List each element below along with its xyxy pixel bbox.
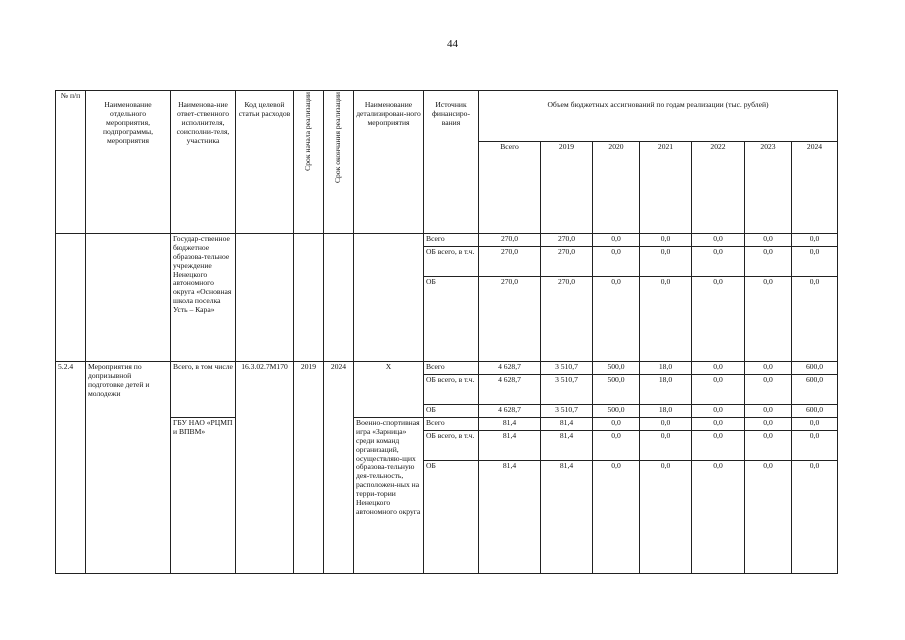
cell-value: 0,0 — [792, 234, 838, 247]
cell-value: 81,4 — [479, 431, 541, 461]
cell-value: 0,0 — [692, 418, 745, 431]
cell-value: 0,0 — [792, 431, 838, 461]
cell-source: ОБ — [424, 461, 479, 574]
page-number: 44 — [447, 38, 458, 50]
cell-value: 270,0 — [479, 247, 541, 277]
header-col-2021: 2021 — [640, 142, 692, 234]
header-col-2024: 2024 — [792, 142, 838, 234]
header-executor: Наименова-ние ответ-ственного исполнителя, соисполни-теля, участника — [171, 91, 236, 234]
header-end: Срок окончания реализации — [324, 91, 354, 234]
cell-start: 2019 — [294, 362, 324, 574]
cell-detail — [354, 234, 424, 362]
cell-value: 0,0 — [593, 247, 640, 277]
cell-num: 5.2.4 — [56, 362, 86, 574]
cell-value: 4 628,7 — [479, 405, 541, 418]
cell-value: 0,0 — [692, 431, 745, 461]
cell-value: 0,0 — [640, 431, 692, 461]
cell-code — [236, 234, 294, 362]
cell-end — [324, 234, 354, 362]
header-source: Источник финансиро-вания — [424, 91, 479, 234]
cell-source: Всего — [424, 234, 479, 247]
cell-source: ОБ всего, в т.ч. — [424, 247, 479, 277]
cell-value: 270,0 — [541, 234, 593, 247]
cell-value: 3 510,7 — [541, 362, 593, 375]
cell-value: 0,0 — [745, 277, 792, 362]
budget-table — [55, 90, 838, 574]
cell-value: 0,0 — [640, 234, 692, 247]
cell-value: 0,0 — [593, 461, 640, 574]
cell-num — [56, 234, 86, 362]
cell-value: 500,0 — [593, 375, 640, 405]
cell-value: 0,0 — [745, 405, 792, 418]
header-name: Наименование отдельного мероприятия, подпрограммы, мероприятия — [86, 91, 171, 234]
cell-value: 18,0 — [640, 375, 692, 405]
cell-value: 0,0 — [640, 418, 692, 431]
cell-value: 0,0 — [692, 247, 745, 277]
cell-value: 0,0 — [745, 431, 792, 461]
cell-value: 0,0 — [692, 405, 745, 418]
cell-source: ОБ — [424, 277, 479, 362]
cell-value: 0,0 — [593, 234, 640, 247]
cell-source: Всего — [424, 362, 479, 375]
header-detail: Наименование детализирован-ного мероприятия — [354, 91, 424, 234]
cell-value: 0,0 — [640, 247, 692, 277]
cell-value: 4 628,7 — [479, 362, 541, 375]
header-num: № п/п — [56, 91, 86, 234]
cell-value: 0,0 — [745, 234, 792, 247]
header-budget: Объем бюджетных ассигнований по годам реализации (тыс. рублей) — [479, 91, 838, 142]
header-col-2022: 2022 — [692, 142, 745, 234]
cell-value: 0,0 — [745, 461, 792, 574]
cell-name: Мероприятия по допризывной подготовке детей и молодежи — [86, 362, 171, 574]
cell-value: 0,0 — [745, 418, 792, 431]
cell-value: 0,0 — [792, 247, 838, 277]
cell-source: ОБ всего, в т.ч. — [424, 375, 479, 405]
cell-value: 0,0 — [792, 277, 838, 362]
cell-value: 600,0 — [792, 375, 838, 405]
header-col-2019: 2019 — [541, 142, 593, 234]
cell-value: 0,0 — [640, 277, 692, 362]
cell-detail: Х — [354, 362, 424, 418]
header-col-total: Всего — [479, 142, 541, 234]
header-start: Срок начала реализации — [294, 91, 324, 234]
cell-value: 81,4 — [541, 431, 593, 461]
cell-value: 81,4 — [541, 461, 593, 574]
cell-name — [86, 234, 171, 362]
cell-executor: ГБУ НАО «РЦМП и ВПВМ» — [171, 418, 236, 574]
cell-value: 600,0 — [792, 362, 838, 375]
cell-value: 0,0 — [692, 234, 745, 247]
cell-source: Всего — [424, 418, 479, 431]
cell-value: 0,0 — [745, 375, 792, 405]
cell-detail: Военно-спортивная игра «Зарница» среди команд организаций, осуществляю-щих образова-тельную дея-тельность, расположен-ных на терри-тории Ненецкого автономного округа — [354, 418, 424, 574]
cell-value: 0,0 — [745, 247, 792, 277]
cell-value: 270,0 — [479, 277, 541, 362]
cell-value: 18,0 — [640, 362, 692, 375]
cell-value: 0,0 — [593, 418, 640, 431]
cell-value: 270,0 — [541, 277, 593, 362]
cell-value: 270,0 — [541, 247, 593, 277]
table-row — [56, 234, 838, 247]
cell-value: 0,0 — [692, 375, 745, 405]
cell-value: 500,0 — [593, 362, 640, 375]
cell-executor: Государ-ственное бюджетное образова-тельное учреждение Ненецкого автономного округа «Основная школа поселка Усть – Кара» — [171, 234, 236, 362]
header-col-2020: 2020 — [593, 142, 640, 234]
table-row — [56, 362, 838, 375]
cell-value: 0,0 — [692, 461, 745, 574]
header-row — [56, 91, 838, 142]
header-code: Код целевой статьи расходов — [236, 91, 294, 234]
cell-source: ОБ — [424, 405, 479, 418]
cell-value: 18,0 — [640, 405, 692, 418]
cell-value: 0,0 — [640, 461, 692, 574]
cell-value: 0,0 — [792, 418, 838, 431]
cell-end: 2024 — [324, 362, 354, 574]
cell-value: 0,0 — [593, 431, 640, 461]
cell-code: 16.3.02.7М170 — [236, 362, 294, 574]
cell-start — [294, 234, 324, 362]
cell-executor: Всего, в том числе — [171, 362, 236, 418]
cell-value: 600,0 — [792, 405, 838, 418]
cell-value: 0,0 — [692, 362, 745, 375]
cell-value: 270,0 — [479, 234, 541, 247]
cell-value: 0,0 — [692, 277, 745, 362]
table-row — [56, 418, 838, 431]
cell-value: 81,4 — [479, 418, 541, 431]
cell-value: 500,0 — [593, 405, 640, 418]
cell-value: 4 628,7 — [479, 375, 541, 405]
cell-value: 0,0 — [792, 461, 838, 574]
header-col-2023: 2023 — [745, 142, 792, 234]
cell-value: 81,4 — [541, 418, 593, 431]
cell-source: ОБ всего, в т.ч. — [424, 431, 479, 461]
cell-value: 3 510,7 — [541, 405, 593, 418]
cell-value: 81,4 — [479, 461, 541, 574]
cell-value: 3 510,7 — [541, 375, 593, 405]
cell-value: 0,0 — [745, 362, 792, 375]
cell-value: 0,0 — [593, 277, 640, 362]
